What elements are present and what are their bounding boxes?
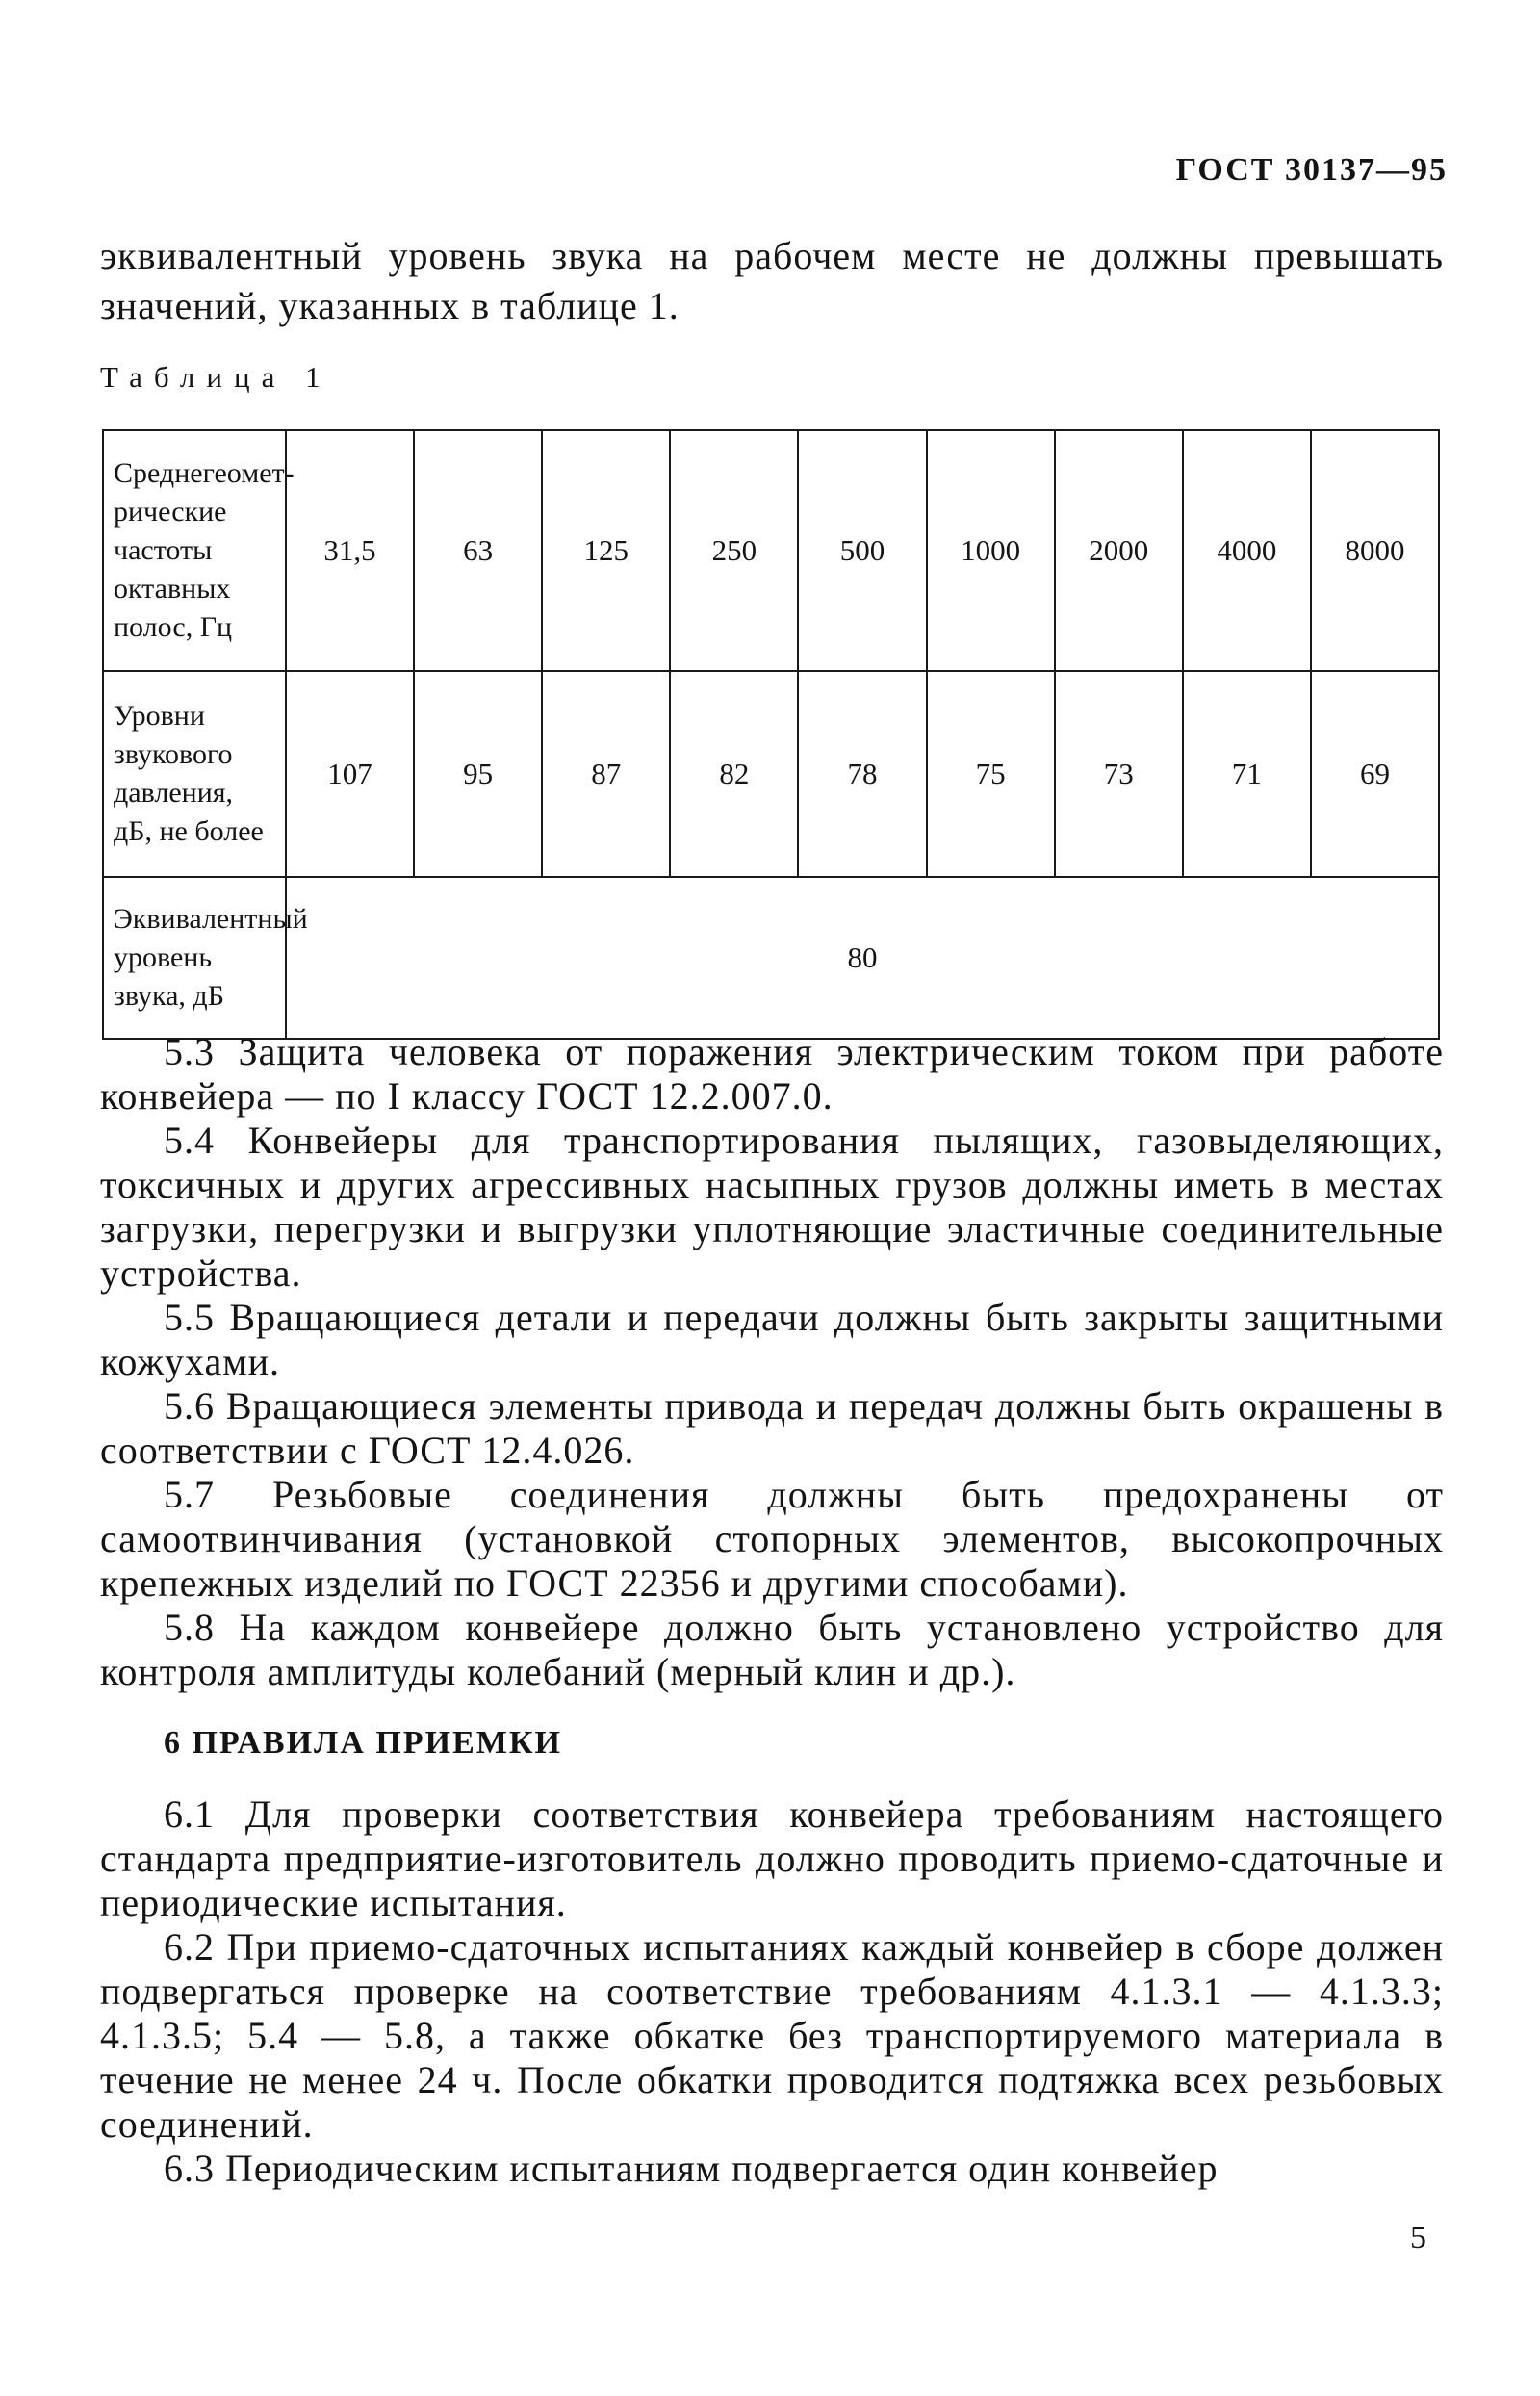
- noise-table-container: [102, 429, 1440, 1040]
- paragraph-5-5: 5.5 Вращающиеся детали и передачи должны быть закрыты защитными кожухами.: [100, 1296, 1444, 1383]
- paragraph-5-6: 5.6 Вращающиеся элементы привода и передач должны быть окрашены в соответствии с ГОСТ 12.4.026.: [100, 1384, 1444, 1472]
- level-cell: 78: [798, 671, 926, 877]
- level-cell: 71: [1183, 671, 1311, 877]
- page-number: 5: [1410, 2220, 1426, 2255]
- freq-cell: 63: [414, 430, 542, 671]
- row-label-equivalent-level: Эквивалентный уровень звука, дБ: [103, 877, 286, 1039]
- paragraph-5-8: 5.8 На каждом конвейере должно быть установлено устройство для контроля амплитуды колебаний (мерный клин и др.).: [100, 1606, 1444, 1693]
- paragraph-5-3: 5.3 Защита человека от поражения электрическим током при работе конвейера — по I классу ГОСТ 12.2.007.0.: [100, 1030, 1444, 1118]
- level-cell: 82: [670, 671, 798, 877]
- noise-levels-table: [102, 429, 1440, 1040]
- document-body: [100, 1030, 1444, 2191]
- freq-cell: 250: [670, 430, 798, 671]
- freq-cell: 1000: [927, 430, 1055, 671]
- paragraph-5-4: 5.4 Конвейеры для транспортирования пылящих, газовыделяющих, токсичных и других агрессивных насыпных грузов должны иметь в местах загрузки, перегрузки и выгрузки уплотняющие эластичные соединительные устройства.: [100, 1119, 1444, 1295]
- table-row-pressure-levels: [103, 671, 1439, 877]
- level-cell: 69: [1311, 671, 1439, 877]
- row-label-frequencies: Среднегеомет-рические частоты октавных полос, Гц: [103, 430, 286, 671]
- level-cell: 107: [286, 671, 414, 877]
- level-cell: 95: [414, 671, 542, 877]
- paragraph-6-2: 6.2 При приемо-сдаточных испытаниях каждый конвейер в сборе должен подвергаться проверке на соответствие требованиям 4.1.3.1 — 4.1.3.3; 4.1.3.5; 5.4 — 5.8, а также обкатке без транспортируемого материала в течение не менее 24 ч. После обкатки проводится подтяжка всех резьбовых соединений.: [100, 1925, 1444, 2146]
- table-caption: Таблица 1: [100, 360, 332, 394]
- table-row-equivalent-level: [103, 877, 1439, 1039]
- freq-cell: 125: [542, 430, 670, 671]
- freq-cell: 4000: [1183, 430, 1311, 671]
- freq-cell: 500: [798, 430, 926, 671]
- document-code-header: ГОСТ 30137—95: [1175, 152, 1448, 188]
- level-cell: 75: [927, 671, 1055, 877]
- freq-cell: 8000: [1311, 430, 1439, 671]
- intro-paragraph: эквивалентный уровень звука на рабочем месте не должны превышать значений, указанных в таблице 1.: [100, 234, 1444, 327]
- paragraph-6-3: 6.3 Периодическим испытаниям подвергается один конвейер: [164, 2147, 1219, 2190]
- level-cell: 87: [542, 671, 670, 877]
- paragraph-5-7: 5.7 Резьбовые соединения должны быть предохранены от самоотвинчивания (установкой стопорных элементов, высокопрочных крепежных изделий по ГОСТ 22356 и другими способами).: [100, 1473, 1444, 1605]
- paragraph-6-1: 6.1 Для проверки соответствия конвейера требованиям настоящего стандарта предприятие-изготовитель должно проводить приемо-сдаточные и периодические испытания.: [100, 1792, 1444, 1924]
- freq-cell: 31,5: [286, 430, 414, 671]
- section-6-heading: 6 ПРАВИЛА ПРИЕМКИ: [164, 1725, 562, 1761]
- table-row-frequencies: [103, 430, 1439, 671]
- level-cell: 73: [1055, 671, 1183, 877]
- equivalent-level-value: 80: [286, 877, 1439, 1039]
- freq-cell: 2000: [1055, 430, 1183, 671]
- row-label-pressure-levels: Уровни звукового давления, дБ, не более: [103, 671, 286, 877]
